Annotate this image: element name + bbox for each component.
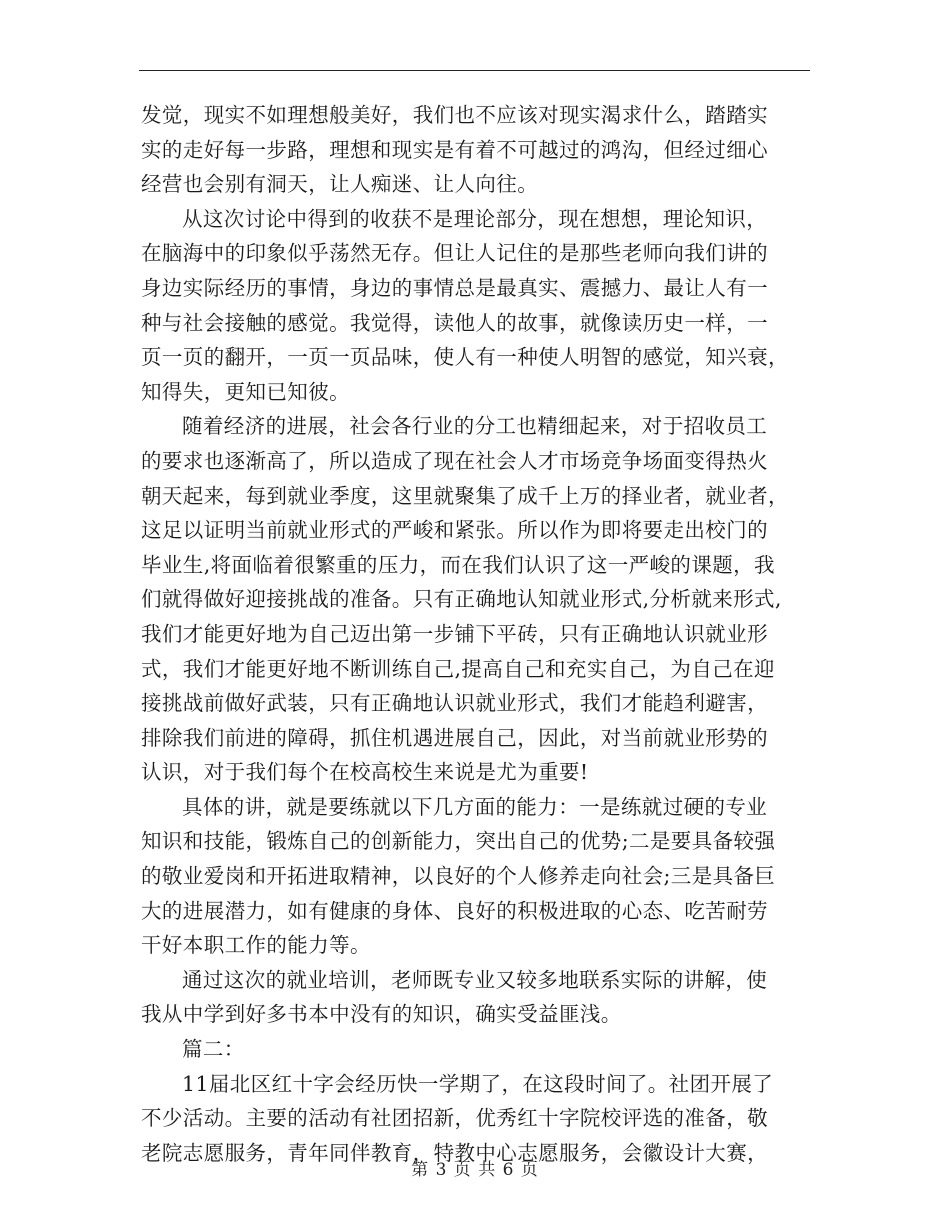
page-number-footer: 第 3 页 共 6 页 <box>411 1160 539 1180</box>
text-line: 我们才能更好地为自己迈出第一步铺下平砖，只有正确地认识就业形 <box>141 621 768 646</box>
text-line: 从这次讨论中得到的收获不是理论部分，现在想想，理论知识， <box>182 206 768 231</box>
text-line: 11届北区红十字会经历快一学期了，在这段时间了。社团开展了 <box>182 1071 774 1096</box>
text-line: 接挑战前做好武装，只有正确地认识就业形式，我们才能趋利避害， <box>141 691 768 716</box>
text-line: 的敬业爱岗和开拓进取精神，以良好的个人修养走向社会;三是具备巨 <box>141 864 776 889</box>
text-line: 在脑海中的印象似乎荡然无存。但让人记住的是那些老师向我们讲的 <box>141 241 768 266</box>
text-line: 毕业生,将面临着很繁重的压力，而在我们认识了这一严峻的课题，我 <box>141 552 775 577</box>
text-line: 具体的讲，就是要练就以下几方面的能力：一是练就过硬的专业 <box>182 794 768 819</box>
text-line: 的要求也逐渐高了，所以造成了现在社会人才市场竞争场面变得热火 <box>141 448 768 473</box>
text-line: 们就得做好迎接挑战的准备。只有正确地认知就业形式,分析就来形式, <box>141 587 782 612</box>
text-line: 这足以证明当前就业形式的严峻和紧张。所以作为即将要走出校门的 <box>141 518 768 543</box>
text-line: 实的走好每一步路，理想和现实是有着不可越过的鸿沟，但经过细心 <box>141 137 768 162</box>
text-line: 大的进展潜力，如有健康的身体、良好的积极进取的心态、吃苦耐劳 <box>141 898 768 923</box>
text-line: 我从中学到好多书本中没有的知识，确实受益匪浅。 <box>141 1002 622 1027</box>
text-line: 发觉，现实不如理想般美好，我们也不应该对现实渴求什么，踏踏实 <box>141 103 768 127</box>
text-line: 知识和技能，锻炼自己的创新能力，突出自己的优势;二是要具备较强 <box>141 829 776 854</box>
text-line: 老院志愿服务，青年同伴教育，特教中心志愿服务，会徽设计大赛， <box>141 1140 768 1165</box>
text-line: 篇二： <box>182 1037 245 1062</box>
text-line: 排除我们前进的障碍，抓住机遇进展自己，因此，对当前就业形势的 <box>141 725 768 750</box>
text-line: 不少活动。主要的活动有社团招新，优秀红十字院校评选的准备，敬 <box>141 1106 768 1131</box>
text-line: 认识，对于我们每个在校高校生来说是尤为重要! <box>141 760 589 785</box>
text-line: 身边实际经历的事情，身边的事情总是最真实、震撼力、最让人有一 <box>141 275 768 300</box>
text-line: 干好本职工作的能力等。 <box>141 933 371 958</box>
text-line: 种与社会接触的感觉。我觉得，读他人的故事，就像读历史一样，一 <box>141 310 768 335</box>
header-rule <box>139 70 810 71</box>
text-line: 式，我们才能更好地不断训练自己,提高自己和充实自己，为自己在迎 <box>141 656 775 681</box>
text-line: 经营也会别有洞天，让人痴迷、让人向往。 <box>141 172 539 197</box>
text-line: 通过这次的就业培训，老师既专业又较多地联系实际的讲解，使 <box>182 967 768 992</box>
text-line: 朝天起来，每到就业季度，这里就聚集了成千上万的择业者，就业者， <box>141 483 789 508</box>
text-line: 随着经济的进展，社会各行业的分工也精细起来，对于招收员工 <box>182 414 768 439</box>
document-body <box>141 98 806 1170</box>
text-line: 知得失，更知已知彼。 <box>141 379 350 404</box>
text-line: 页一页的翻开，一页一页品味，使人有一种使人明智的感觉，知兴衰， <box>141 345 789 370</box>
